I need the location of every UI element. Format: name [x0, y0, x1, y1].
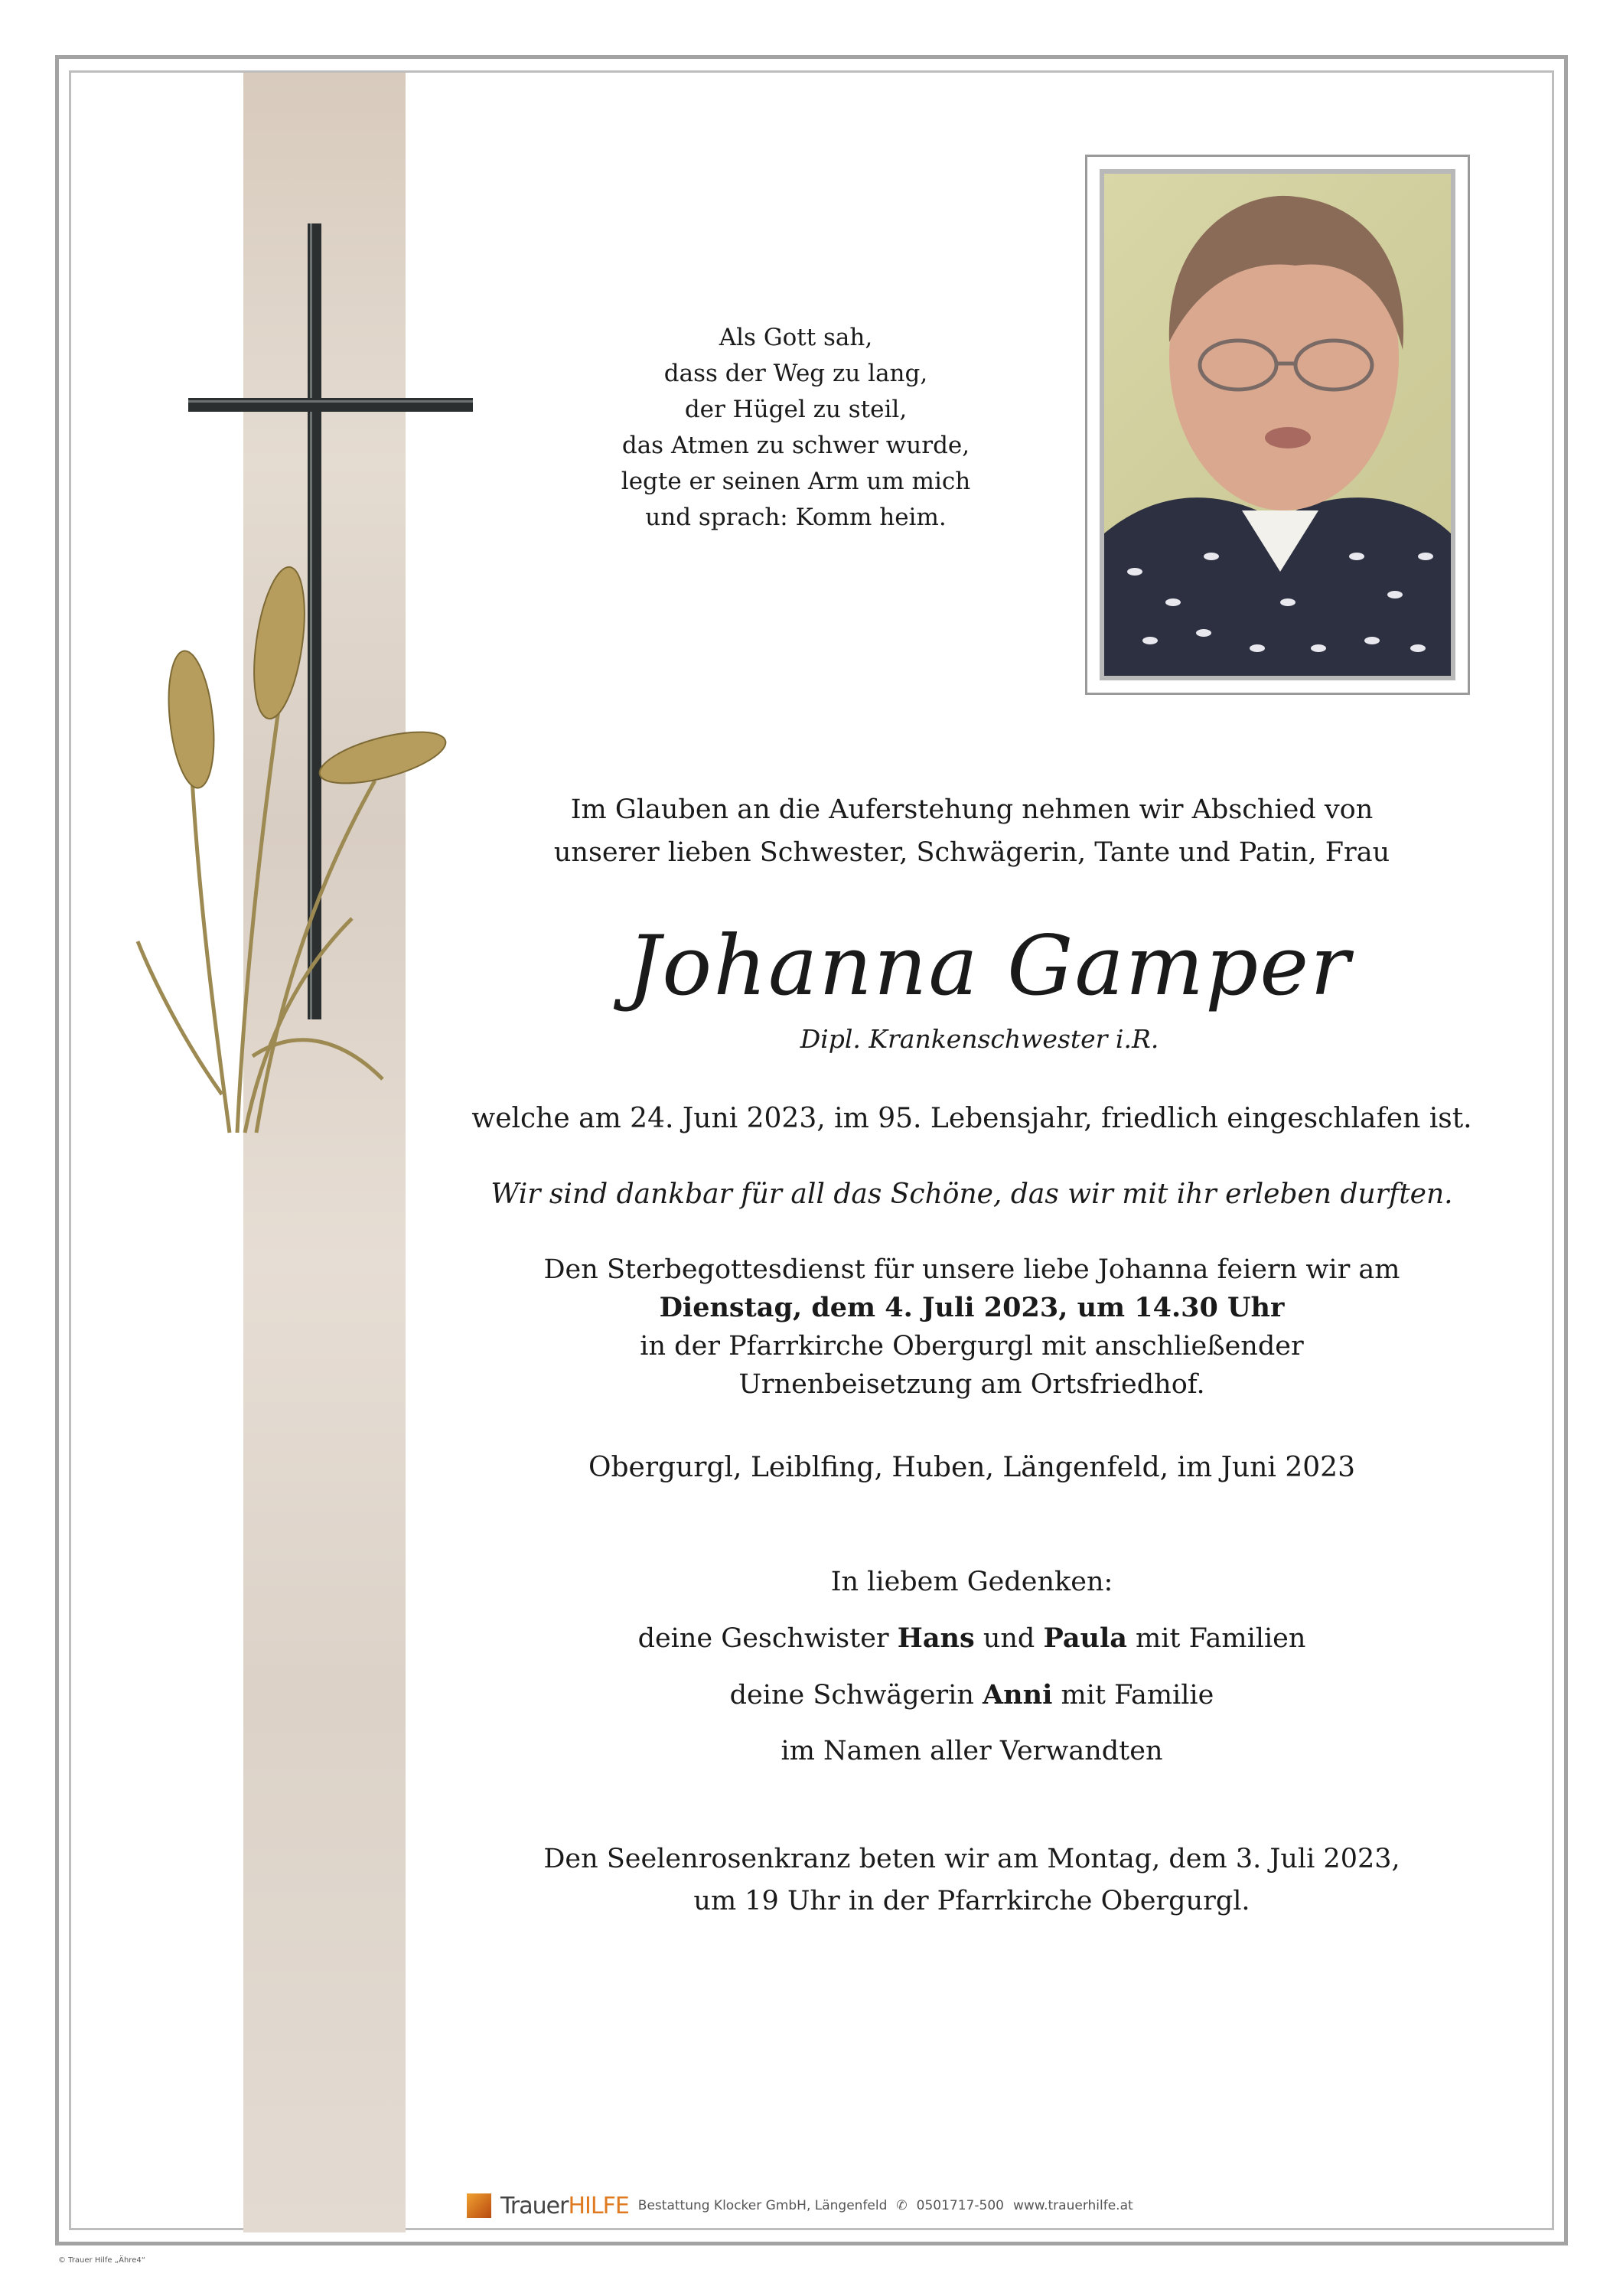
service-line-4: Urnenbeisetzung am Ortsfriedhof.: [738, 1369, 1205, 1400]
memory-text: und: [974, 1623, 1044, 1654]
thanks-line: Wir sind dankbar für all das Schöne, das wir mit ihr erleben durften.: [490, 1179, 1453, 1210]
service-info: [459, 1251, 1484, 1404]
cross-icon: [188, 223, 473, 1019]
copyright: © Trauer Hilfe „Ähre4“: [58, 2256, 145, 2265]
intro-line-2: unserer lieben Schwester, Schwägerin, Tante und Patin, Frau: [553, 837, 1390, 868]
service-line-1: Den Sterbegottesdienst für unsere liebe Johanna feiern wir am: [543, 1254, 1400, 1285]
memory-name-anni: Anni: [983, 1679, 1053, 1711]
brand-part: HILFE: [568, 2192, 629, 2219]
deceased-name: Johanna Gamper: [627, 918, 1351, 1014]
website-link[interactable]: www.trauerhilfe.at: [1012, 2198, 1133, 2213]
place-date: Obergurgl, Leiblfing, Huben, Längenfeld, im Juni 2023: [588, 1452, 1355, 1483]
memory-block: [459, 1554, 1484, 1779]
memory-text: deine Schwägerin: [729, 1680, 983, 1711]
poem-line: dass der Weg zu lang,: [663, 360, 928, 387]
deceased-title: Dipl. Krankenschwester i.R.: [800, 1024, 1159, 1054]
phone-number: 0501717-500: [916, 2198, 1004, 2213]
memory-text: deine Geschwister: [637, 1623, 898, 1654]
memory-name-hans: Hans: [897, 1623, 975, 1654]
rosary-line-1: Den Seelenrosenkranz beten wir am Montag, dem 3. Juli 2023,: [543, 1844, 1400, 1874]
poem-line: und sprach: Komm heim.: [645, 504, 947, 531]
cross-wheat-graphic: [122, 214, 505, 1148]
memory-text: mit Familie: [1052, 1680, 1214, 1711]
intro-text: [459, 788, 1484, 874]
poem-line: das Atmen zu schwer wurde,: [621, 432, 970, 459]
memory-row-siblings: [459, 1610, 1484, 1667]
portrait-frame: [1085, 155, 1470, 695]
trauerhilfe-logo-icon: [467, 2193, 491, 2218]
memory-name-paula: Paula: [1043, 1623, 1127, 1654]
service-date: Dienstag, dem 4. Juli 2023, um 14.30 Uhr: [659, 1292, 1285, 1323]
brand-name: [500, 2193, 629, 2219]
wheat-ears-icon: [163, 564, 451, 794]
poem-line: legte er seinen Arm um mich: [621, 468, 971, 495]
intro-line-1: Im Glauben an die Auferstehung nehmen wir Abschied von: [570, 794, 1374, 825]
memory-row-sister-in-law: [459, 1667, 1484, 1724]
company-name: Bestattung Klocker GmbH, Längenfeld: [637, 2198, 888, 2213]
footer: [467, 2190, 1133, 2221]
memory-heading: In liebem Gedenken:: [830, 1567, 1113, 1597]
service-line-3: in der Pfarrkirche Obergurgl mit anschließender: [640, 1331, 1304, 1362]
portrait-illustration: [1104, 174, 1451, 676]
phone-icon: ✆: [896, 2198, 908, 2213]
memory-row-relatives: im Namen aller Verwandten: [781, 1736, 1163, 1766]
brand-part: Trauer: [500, 2192, 569, 2219]
memory-text: mit Familien: [1126, 1623, 1306, 1654]
rosary-info: [459, 1838, 1484, 1923]
poem-line: der Hügel zu steil,: [684, 396, 908, 423]
poem-line: Als Gott sah,: [719, 324, 873, 351]
poem: [559, 320, 1033, 536]
portrait-photo: [1100, 169, 1455, 680]
death-notice: welche am 24. Juni 2023, im 95. Lebensjahr, friedlich eingeschlafen ist.: [471, 1103, 1472, 1134]
rosary-line-2: um 19 Uhr in der Pfarrkirche Obergurgl.: [693, 1886, 1250, 1916]
